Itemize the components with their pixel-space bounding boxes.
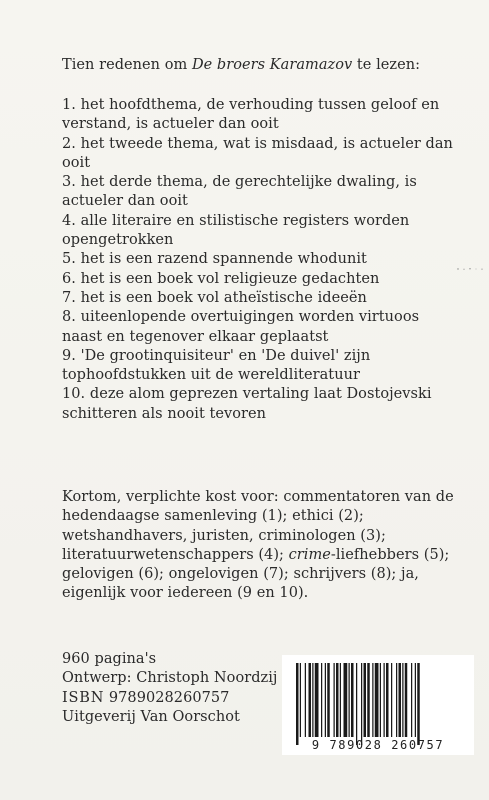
conclusion-paragraph	[62, 488, 467, 604]
barcode-bar	[386, 663, 389, 737]
intro-prefix: Tien redenen om	[62, 57, 192, 73]
publication-info	[62, 650, 292, 727]
book-title: De broers Karamazov	[191, 57, 353, 73]
barcode-bar	[402, 663, 403, 737]
isbn-number: 9789028260757	[104, 689, 230, 706]
reason-item: 5. het is een razend spannende whodunit	[62, 251, 367, 268]
barcode-bar	[340, 663, 341, 737]
barcode-bar	[356, 663, 357, 745]
barcode-bar	[334, 663, 335, 737]
barcode-bar	[325, 663, 326, 737]
barcode-bar	[380, 663, 381, 737]
barcode-bar	[364, 663, 367, 737]
barcode-bar	[305, 663, 306, 737]
barcode-bar	[309, 663, 312, 737]
barcode-bar	[367, 663, 370, 737]
barcode-bar	[372, 663, 373, 737]
reason-item: 8. uiteenlopende overtuigingen worden virtuoos naast en tegenover elkaar geplaatst	[62, 309, 420, 345]
intro-line	[62, 56, 462, 75]
print-smudge	[455, 266, 485, 272]
reason-item: 10. deze alom geprezen vertaling laat Dostojevski schitteren als nooit tevoren	[62, 386, 432, 422]
reasons-list	[62, 96, 462, 424]
barcode-bar	[391, 663, 392, 737]
barcode-bar	[375, 663, 379, 737]
barcode-bar	[300, 663, 301, 737]
conclusion-italic-word: crime	[288, 546, 331, 563]
reason-item: 7. het is een boek vol atheïstische ideeën	[62, 289, 367, 306]
barcode-bar	[315, 663, 319, 737]
barcode-bar	[344, 663, 348, 737]
barcode-bar	[361, 663, 362, 745]
barcode-bar	[384, 663, 385, 737]
barcode-bar	[411, 663, 412, 737]
conclusion-part1: Kortom, verplichte kost voor: commentatoren van de hedendaagse samenleving (1); ethici (2); wetshandhavers, juristen, criminologen (3); literatuurwetenschappers (4);	[62, 489, 454, 563]
reason-item: 3. het derde thema, de gerechtelijke dwaling, is actueler dan ooit	[62, 174, 417, 210]
barcode-bar	[415, 663, 416, 737]
barcode-bar	[312, 663, 313, 737]
barcode-bar	[405, 663, 408, 737]
reason-item: 1. het hoofdthema, de verhouding tussen geloof en verstand, is actueler dan ooit	[62, 97, 440, 133]
barcode-bar	[336, 663, 339, 737]
barcode-bar	[327, 663, 330, 737]
barcode-bar	[349, 663, 350, 737]
design-credit: Ontwerp: Christoph Noordzij	[62, 670, 278, 687]
publisher-name: Uitgeverij Van Oorschot	[62, 708, 240, 725]
barcode-bar	[296, 663, 299, 745]
barcode-bar	[396, 663, 397, 737]
isbn-line	[62, 689, 292, 708]
barcode-bar	[321, 663, 322, 737]
reason-item: 6. het is een boek vol religieuze gedachten	[62, 270, 380, 287]
barcode-bar	[417, 663, 420, 745]
intro-suffix: te lezen:	[352, 57, 421, 73]
barcode-bar	[399, 663, 402, 737]
reason-item: 2. het tweede thema, wat is misdaad, is actueler dan ooit	[62, 135, 453, 171]
reason-item: 4. alle literaire en stilistische registers worden opengetrokken	[62, 212, 410, 249]
isbn-label: ISBN	[62, 689, 105, 706]
barcode-bar	[351, 663, 354, 737]
reason-item: 9. 'De grootinquisiteur' en 'De duivel' zijn tophoofdstukken uit de wereldliteratuur	[62, 347, 371, 384]
page-count: 960 pagina's	[62, 651, 157, 667]
conclusion-part2: -liefhebbers (5); gelovigen (6); ongelovigen (7); schrijvers (8); ja, eigenlijk voor iedereen (9 en 10).	[62, 546, 450, 602]
barcode-digits: 9 789028 260757	[311, 738, 445, 752]
